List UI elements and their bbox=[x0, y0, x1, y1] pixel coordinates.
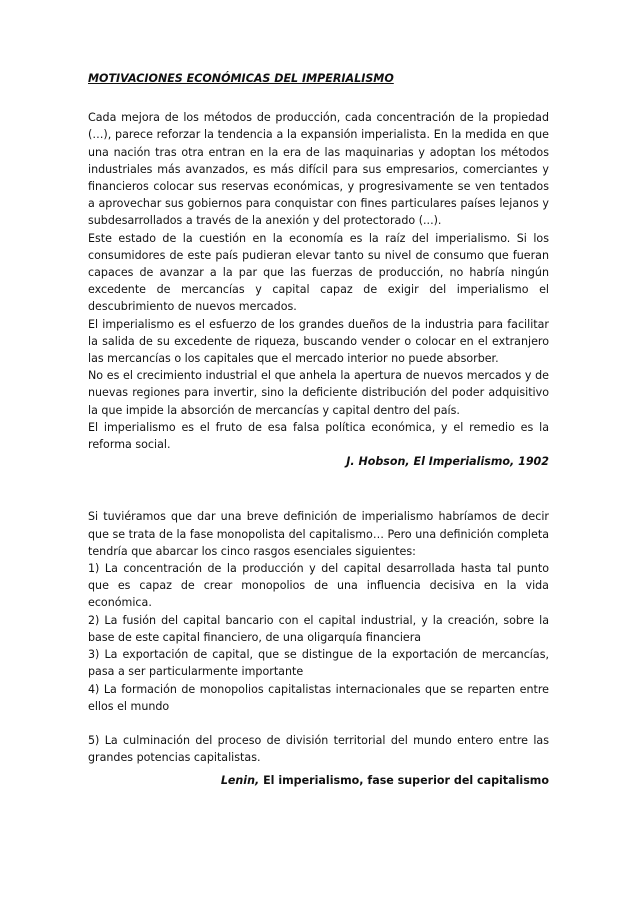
lenin-point-2: 2) La fusión del capital bancario con el capital industrial, y la creación, sobre la base de este capital financiero, de una oligarquía financiera bbox=[88, 613, 549, 644]
lenin-point-3: 3) La exportación de capital, que se distingue de la exportación de mercancías, pasa a ser particularmente importante bbox=[88, 648, 549, 679]
lenin-attribution-title: El imperialismo, fase superior del capitalismo bbox=[259, 774, 549, 788]
hobson-paragraph-3: El imperialismo es el esfuerzo de los grandes dueños de la industria para facilitar la salida de su excedente de riqueza, buscando vender o colocar en el extranjero las mercancías o los capitales que el mercado interior no puede absorber. bbox=[88, 317, 549, 366]
lenin-point-4: 4) La formación de monopolios capitalistas internacionales que se reparten entre ellos el mundo bbox=[88, 682, 549, 713]
lenin-attribution-author: Lenin, bbox=[220, 774, 260, 788]
hobson-text bbox=[88, 109, 549, 470]
lenin-point-1: 1) La concentración de la producción y del capital desarrollada hasta tal punto que es capaz de crear monopolios de una influencia decisiva en la vida económica. bbox=[88, 562, 549, 610]
lenin-text bbox=[88, 508, 549, 789]
hobson-attribution: J. Hobson, El Imperialismo, 1902 bbox=[346, 455, 549, 469]
hobson-paragraph-2: Este estado de la cuestión en la economía es la raíz del imperialismo. Si los consumidores de este país pudieran elevar tanto su nivel de consumo que fueran capaces de avanzar a la par que las fuerzas de producción, no habría ningún excedente de mercancías y capital capaz de exigir del imperialismo el descubrimiento de nuevos mercados. bbox=[88, 231, 549, 314]
document-title: MOTIVACIONES ECONÓMICAS DEL IMPERIALISMO bbox=[88, 72, 394, 85]
hobson-paragraph-4: No es el crecimiento industrial el que anhela la apertura de nuevos mercados y de nuevas regiones para invertir, sino la deficiente distribución del poder adquisitivo la que impide la absorción de mercancías y capital dentro del país. bbox=[88, 369, 549, 417]
lenin-attribution bbox=[88, 772, 549, 789]
hobson-paragraph-1: Cada mejora de los métodos de producción, cada concentración de la propiedad (…), parece reforzar la tendencia a la expansión imperialista. En la medida en que una nación tras otra entran en la era de las maquinarias y adoptan los métodos industriales más avanzados, es más difícil para sus empresarios, comerciantes y financieros colocar sus reservas económicas, y progresivamente se ven tentados a aprovechar sus gobiernos para conquistar con fines particulares países lejanos y subdesarrollados a través de la anexión y del protectorado (...). bbox=[88, 111, 549, 228]
lenin-intro: Si tuviéramos que dar una breve definición de imperialismo habríamos de decir que se trata de la fase monopolista del capitalismo… Pero una definición completa tendría que abarcar los cinco rasgos esenciales siguientes: bbox=[88, 510, 549, 558]
lenin-point-5: 5) La culminación del proceso de división territorial del mundo entero entre las grandes potencias capitalistas. bbox=[88, 733, 549, 765]
document-page bbox=[88, 70, 549, 790]
hobson-paragraph-5: El imperialismo es el fruto de esa falsa política económica, y el remedio es la reforma social. bbox=[88, 420, 549, 452]
